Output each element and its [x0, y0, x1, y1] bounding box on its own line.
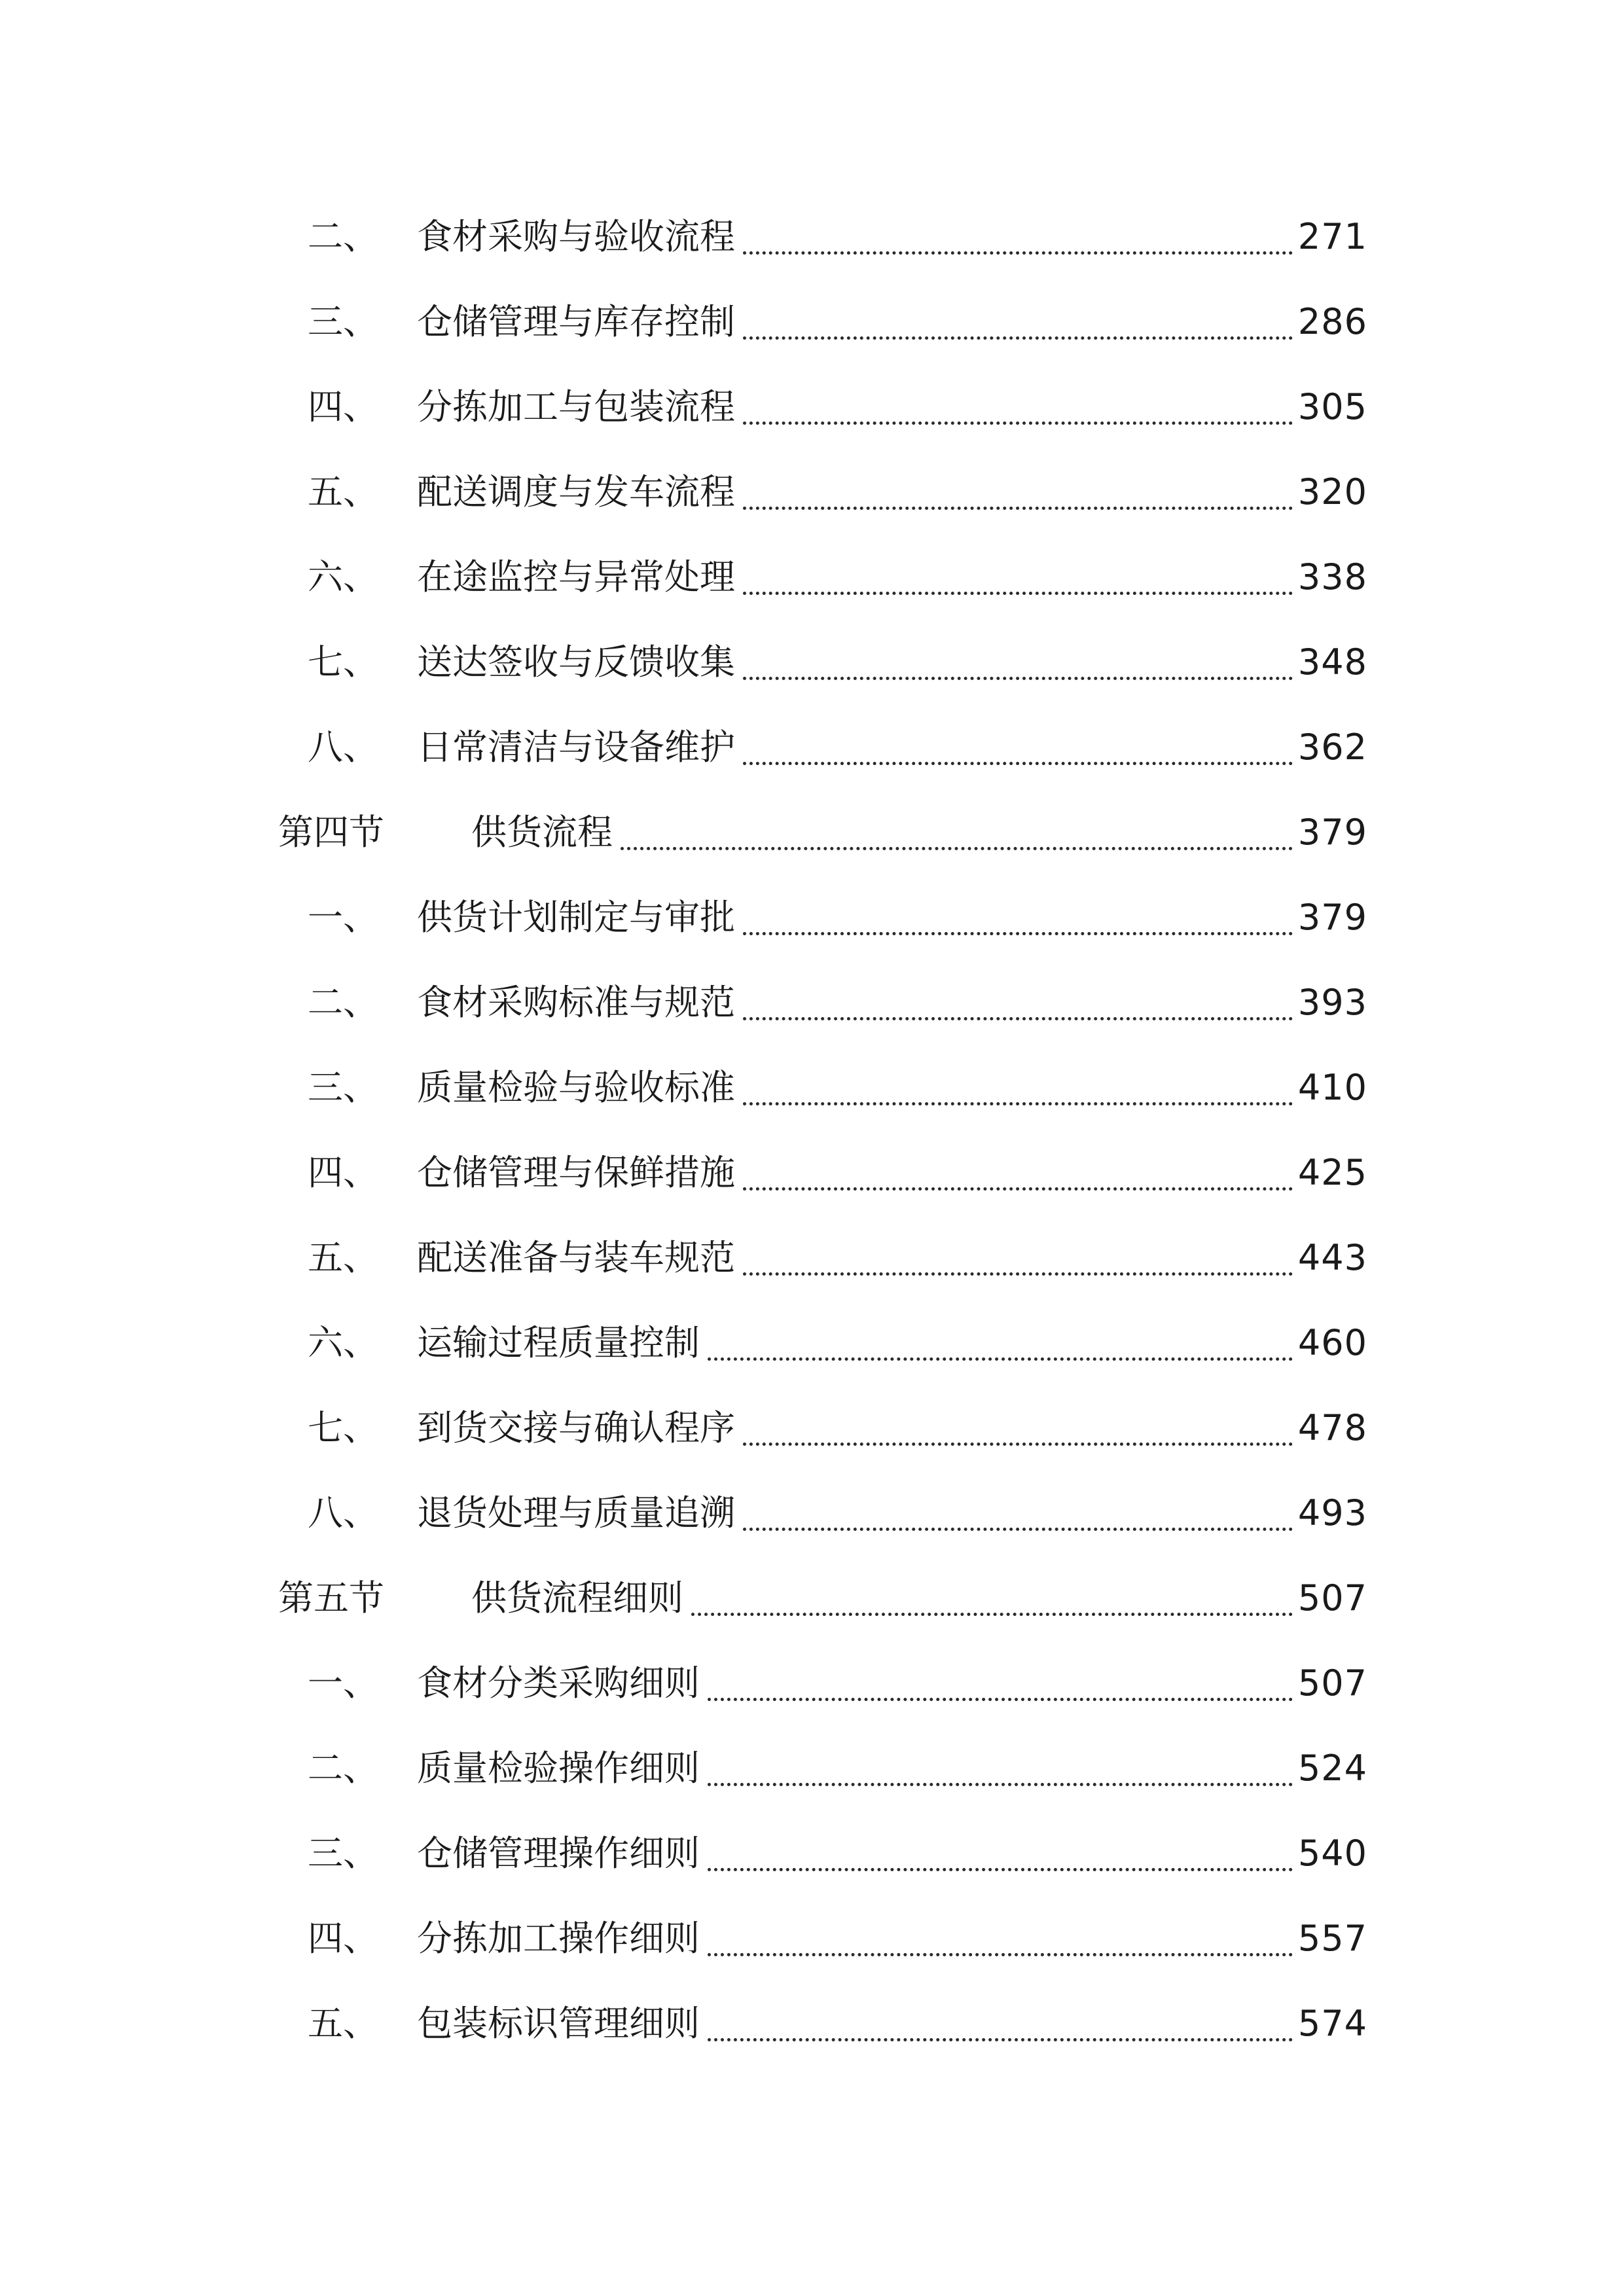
toc-section-number: 第四节 — [278, 812, 384, 853]
toc-entry-title: 包装标识管理细则 — [417, 2003, 700, 2044]
toc-entry-number: 七、 — [308, 1407, 378, 1448]
toc-page-number: 320 — [1297, 471, 1367, 512]
toc-page-number: 478 — [1297, 1407, 1367, 1448]
toc-page-number: 410 — [1297, 1067, 1367, 1108]
toc-entry-number: 四、 — [308, 386, 378, 427]
toc-entry-number: 一、 — [308, 897, 378, 938]
toc-entry-title: 配送准备与装车规范 — [417, 1237, 735, 1278]
toc-dot-leader — [743, 336, 1293, 340]
toc-page-number: 286 — [1297, 301, 1367, 342]
toc-dot-leader — [743, 1528, 1293, 1531]
toc-page-number: 379 — [1297, 897, 1367, 938]
toc-entry-number: 五、 — [308, 1237, 378, 1278]
toc-entry-title: 仓储管理操作细则 — [417, 1833, 700, 1874]
toc-entry-number: 五、 — [308, 2003, 378, 2044]
toc-page-number: 348 — [1297, 641, 1367, 683]
toc-entry-row[interactable] — [0, 1742, 1624, 1795]
toc-section-title: 供货流程 — [471, 812, 613, 853]
toc-dot-leader — [743, 251, 1293, 255]
toc-dot-leader — [743, 1017, 1293, 1020]
toc-entry-number: 二、 — [308, 982, 378, 1023]
toc-dot-leader — [743, 1102, 1293, 1105]
toc-entry-row[interactable] — [0, 1827, 1624, 1880]
toc-page-number: 507 — [1297, 1662, 1367, 1704]
toc-dot-leader — [708, 1783, 1293, 1786]
toc-entry-number: 八、 — [308, 726, 378, 768]
toc-entry-number: 三、 — [308, 301, 378, 342]
toc-dot-leader — [708, 1698, 1293, 1701]
toc-page-number: 425 — [1297, 1152, 1367, 1193]
toc-entry-title: 日常清洁与设备维护 — [417, 726, 735, 768]
toc-entry-title: 退货处理与质量追溯 — [417, 1492, 735, 1534]
toc-dot-leader — [743, 1443, 1293, 1446]
toc-entry-title: 到货交接与确认程序 — [417, 1407, 735, 1448]
toc-entry-number: 二、 — [308, 1748, 378, 1789]
toc-entry-title: 配送调度与发车流程 — [417, 471, 735, 512]
toc-entry-row[interactable] — [0, 1402, 1624, 1454]
toc-section-title: 供货流程细则 — [471, 1577, 683, 1619]
toc-dot-leader — [691, 1613, 1293, 1616]
toc-section-row[interactable] — [0, 806, 1624, 859]
toc-section-row[interactable] — [0, 1572, 1624, 1624]
toc-entry-row[interactable] — [0, 1998, 1624, 2050]
toc-entry-title: 质量检验与验收标准 — [417, 1067, 735, 1108]
toc-entry-title: 食材采购与验收流程 — [417, 216, 735, 257]
toc-section-number: 第五节 — [278, 1577, 384, 1619]
toc-entry-number: 三、 — [308, 1067, 378, 1108]
toc-entry-title: 仓储管理与保鲜措施 — [417, 1152, 735, 1193]
toc-entry-number: 六、 — [308, 556, 378, 598]
toc-entry-title: 质量检验操作细则 — [417, 1748, 700, 1789]
toc-page-number: 574 — [1297, 2003, 1367, 2044]
toc-entry-row[interactable] — [0, 636, 1624, 689]
toc-dot-leader — [743, 932, 1293, 935]
toc-entry-row[interactable] — [0, 1487, 1624, 1539]
toc-entry-row[interactable] — [0, 977, 1624, 1029]
toc-entry-title: 食材分类采购细则 — [417, 1662, 700, 1704]
toc-entry-row[interactable] — [0, 1147, 1624, 1199]
toc-dot-leader — [743, 422, 1293, 425]
toc-entry-title: 分拣加工操作细则 — [417, 1918, 700, 1959]
toc-page-number: 557 — [1297, 1918, 1367, 1959]
toc-entry-row[interactable] — [0, 1912, 1624, 1965]
toc-page-number: 460 — [1297, 1322, 1367, 1363]
toc-entry-number: 二、 — [308, 216, 378, 257]
toc-entry-row[interactable] — [0, 1232, 1624, 1284]
toc-entry-row[interactable] — [0, 1317, 1624, 1369]
toc-dot-leader — [743, 1272, 1293, 1276]
toc-entry-row[interactable] — [0, 891, 1624, 944]
toc-page-number: 507 — [1297, 1577, 1367, 1619]
toc-entry-row[interactable] — [0, 211, 1624, 263]
toc-entry-number: 一、 — [308, 1662, 378, 1704]
toc-dot-leader — [621, 847, 1293, 850]
toc-page-number: 393 — [1297, 982, 1367, 1023]
toc-entry-row[interactable] — [0, 381, 1624, 433]
toc-dot-leader — [708, 2038, 1293, 2041]
toc-dot-leader — [743, 762, 1293, 765]
toc-dot-leader — [743, 507, 1293, 510]
toc-entry-title: 供货计划制定与审批 — [417, 897, 735, 938]
toc-page-number: 338 — [1297, 556, 1367, 598]
toc-page-number: 524 — [1297, 1748, 1367, 1789]
toc-entry-row[interactable] — [0, 466, 1624, 518]
toc-page-number: 493 — [1297, 1492, 1367, 1534]
toc-page-number: 443 — [1297, 1237, 1367, 1278]
toc-dot-leader — [743, 1187, 1293, 1191]
toc-dot-leader — [708, 1357, 1293, 1361]
toc-dot-leader — [743, 592, 1293, 595]
toc-page-number: 271 — [1297, 216, 1367, 257]
toc-page-number: 362 — [1297, 726, 1367, 768]
toc-page-number: 305 — [1297, 386, 1367, 427]
toc-entry-row[interactable] — [0, 296, 1624, 348]
toc-entry-row[interactable] — [0, 1657, 1624, 1710]
toc-entry-title: 在途监控与异常处理 — [417, 556, 735, 598]
toc-page-number: 379 — [1297, 812, 1367, 853]
toc-entry-title: 送达签收与反馈收集 — [417, 641, 735, 683]
toc-entry-title: 仓储管理与库存控制 — [417, 301, 735, 342]
toc-dot-leader — [708, 1953, 1293, 1956]
toc-entry-number: 五、 — [308, 471, 378, 512]
toc-entry-number: 七、 — [308, 641, 378, 683]
toc-entry-number: 四、 — [308, 1152, 378, 1193]
toc-entry-title: 运输过程质量控制 — [417, 1322, 700, 1363]
toc-entry-title: 分拣加工与包装流程 — [417, 386, 735, 427]
toc-entry-number: 六、 — [308, 1322, 378, 1363]
toc-entry-row[interactable] — [0, 721, 1624, 774]
toc-entry-number: 八、 — [308, 1492, 378, 1534]
toc-page-number: 540 — [1297, 1833, 1367, 1874]
toc-entry-title: 食材采购标准与规范 — [417, 982, 735, 1023]
toc-entry-row[interactable] — [0, 551, 1624, 603]
toc-dot-leader — [708, 1868, 1293, 1871]
toc-entry-row[interactable] — [0, 1062, 1624, 1114]
toc-entry-number: 三、 — [308, 1833, 378, 1874]
toc-dot-leader — [743, 677, 1293, 680]
toc-entry-number: 四、 — [308, 1918, 378, 1959]
